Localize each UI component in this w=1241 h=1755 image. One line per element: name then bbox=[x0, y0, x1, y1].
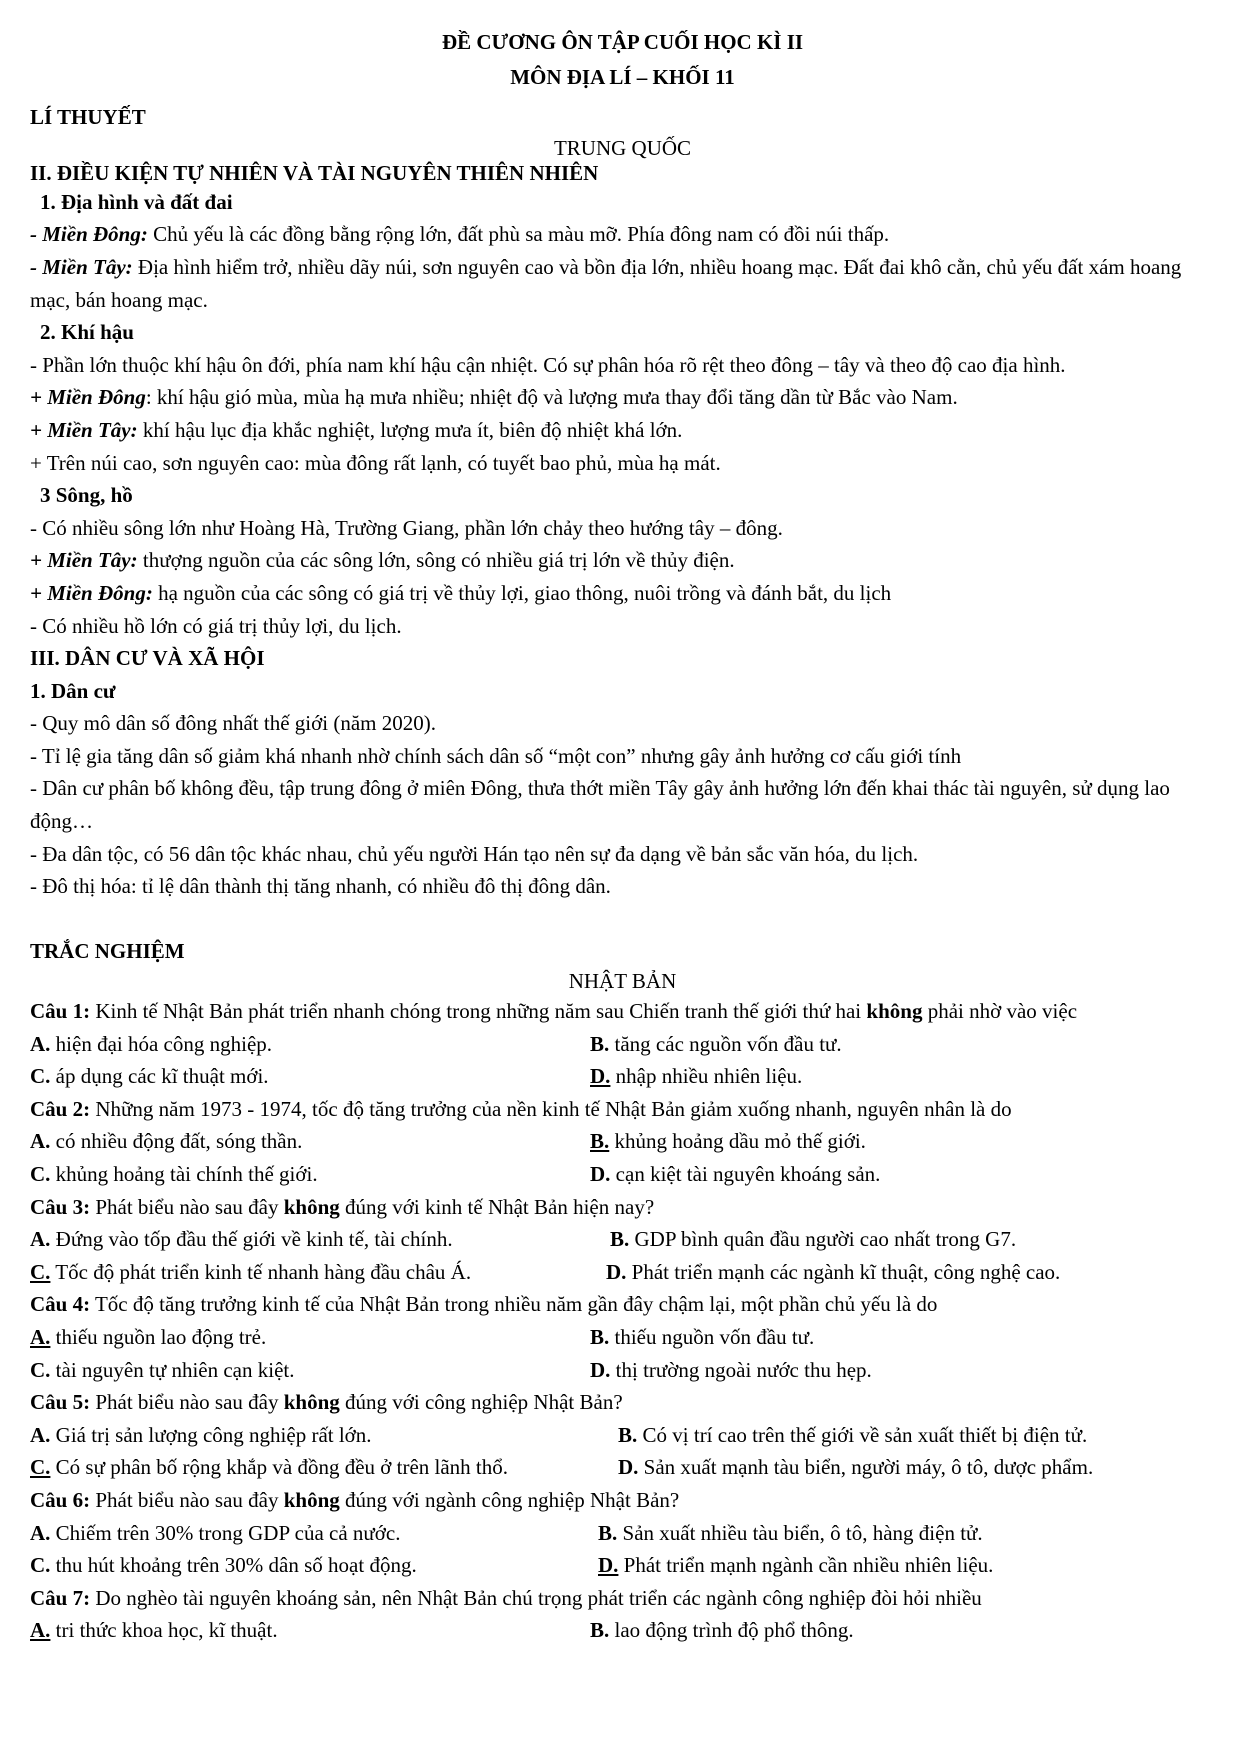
answer-text: Phát triển mạnh ngành cần nhiều nhiên liệu. bbox=[618, 1553, 994, 1578]
answer-a-correct bbox=[30, 1614, 278, 1647]
question-7 bbox=[30, 1582, 1215, 1615]
answer-text: hiện đại hóa công nghiệp. bbox=[50, 1031, 273, 1056]
answer-key: B. bbox=[590, 1618, 610, 1643]
answer-text: nhập nhiều nhiên liệu. bbox=[610, 1064, 803, 1089]
question-text: Tốc độ tăng trưởng kinh tế của Nhật Bản trong nhiều năm gần đây chậm lại, một phần chủ yếu là do bbox=[90, 1292, 938, 1317]
question-text: phải nhờ vào việc bbox=[922, 999, 1078, 1024]
answer-text: Có vị trí cao trên thế giới về sản xuất thiết bị điện tử. bbox=[637, 1422, 1088, 1447]
question-text: Những năm 1973 - 1974, tốc độ tăng trưởng của nền kinh tế Nhật Bản giảm xuống nhanh, nguyên nhân là do bbox=[90, 1096, 1012, 1121]
answer-key: A. bbox=[30, 1129, 51, 1154]
question-3 bbox=[30, 1191, 1215, 1224]
question-text: Phát biểu nào sau đây bbox=[90, 1487, 284, 1512]
paragraph bbox=[30, 381, 1215, 414]
answer-d bbox=[618, 1451, 1093, 1484]
quiz-country: NHẬT BẢN bbox=[568, 969, 677, 994]
answer-text: tài nguyên tự nhiên cạn kiệt. bbox=[50, 1357, 295, 1382]
answer-key: B. bbox=[590, 1324, 610, 1349]
answer-key: B. bbox=[598, 1520, 618, 1545]
answer-key: B. bbox=[618, 1422, 638, 1447]
question-label: Câu 3: bbox=[30, 1194, 91, 1219]
answer-text: Sản xuất mạnh tàu biển, người máy, ô tô, dược phẩm. bbox=[638, 1455, 1094, 1480]
question-label: Câu 5: bbox=[30, 1390, 91, 1415]
answer-key: A. bbox=[30, 1520, 51, 1545]
question-6 bbox=[30, 1484, 1215, 1517]
paragraph: - Tỉ lệ gia tăng dân số giảm khá nhanh nhờ chính sách dân số “một con” nhưng gây ảnh hưởng cơ cấu giới tính bbox=[30, 743, 962, 768]
answer-b bbox=[618, 1419, 1087, 1452]
paragraph-lead: + Miền Tây: bbox=[30, 548, 138, 573]
answer-key: B. bbox=[590, 1129, 610, 1154]
answer-text: tri thức khoa học, kĩ thuật. bbox=[50, 1618, 278, 1643]
question-label: Câu 7: bbox=[30, 1585, 91, 1610]
question-text: đúng với công nghiệp Nhật Bản? bbox=[339, 1390, 623, 1415]
paragraph: - Phần lớn thuộc khí hậu ôn đới, phía nam khí hậu cận nhiệt. Có sự phân hóa rõ rệt theo đông – tây và theo độ cao địa hình. bbox=[30, 352, 1066, 377]
answer-row bbox=[30, 1354, 1215, 1387]
paragraph-lead: + Miền Đông: bbox=[30, 580, 153, 605]
answer-c bbox=[30, 1060, 269, 1093]
answer-row bbox=[30, 1549, 1215, 1582]
answer-c bbox=[30, 1549, 417, 1582]
paragraph: - Dân cư phân bố không đều, tập trung đông ở miên Đông, thưa thớt miền Tây gây ảnh hưởng lớn đến khai thác tài nguyên, sử dụng lao động… bbox=[30, 776, 1170, 834]
answer-text: cạn kiệt tài nguyên khoáng sản. bbox=[610, 1162, 881, 1186]
question-emphasis: không bbox=[283, 1487, 340, 1512]
theory-heading: LÍ THUYẾT bbox=[30, 105, 146, 130]
answer-key: A. bbox=[30, 1031, 51, 1056]
answer-c-correct bbox=[30, 1256, 471, 1289]
answer-key: D. bbox=[598, 1553, 619, 1578]
answer-c bbox=[30, 1158, 318, 1191]
question-text: đúng với ngành công nghiệp Nhật Bản? bbox=[339, 1487, 680, 1512]
answer-key: C. bbox=[30, 1553, 51, 1578]
answer-text: thu hút khoảng trên 30% dân số hoạt động. bbox=[50, 1553, 417, 1578]
answer-key: D. bbox=[618, 1455, 639, 1480]
answer-key: C. bbox=[30, 1162, 51, 1186]
section-3-title: III. DÂN CƯ VÀ XÃ HỘI bbox=[30, 646, 265, 671]
answer-d bbox=[590, 1354, 872, 1387]
paragraph-lead: - Miền Đông: bbox=[30, 222, 148, 247]
paragraph-lead: - Miền Tây: bbox=[30, 254, 133, 279]
answer-text: lao động trình độ phổ thông. bbox=[609, 1618, 854, 1643]
answer-row bbox=[30, 1517, 1215, 1550]
answer-key: A. bbox=[30, 1422, 51, 1447]
answer-key: C. bbox=[30, 1357, 51, 1382]
answer-c-correct bbox=[30, 1451, 508, 1484]
paragraph-lead: + Miền Đông bbox=[30, 385, 146, 410]
answer-text: thiếu nguồn lao động trẻ. bbox=[50, 1324, 267, 1349]
answer-a-correct bbox=[30, 1321, 266, 1354]
answer-text: khủng hoảng dầu mỏ thế giới. bbox=[609, 1129, 866, 1154]
answer-key: C. bbox=[30, 1064, 51, 1089]
answer-c bbox=[30, 1354, 295, 1387]
answer-key: D. bbox=[590, 1064, 611, 1089]
answer-b bbox=[590, 1321, 814, 1354]
document-page bbox=[30, 26, 1215, 1647]
paragraph-text: thượng nguồn của các sông lớn, sông có nhiều giá trị lớn về thủy điện. bbox=[137, 548, 735, 573]
answer-text: áp dụng các kĩ thuật mới. bbox=[50, 1064, 269, 1089]
answer-text: Đứng vào tốp đầu thế giới về kinh tế, tài chính. bbox=[50, 1227, 453, 1252]
subsection-climate-title: 2. Khí hậu bbox=[40, 320, 134, 345]
answer-row bbox=[30, 1256, 1215, 1289]
answer-key: A. bbox=[30, 1618, 51, 1643]
quiz-heading: TRẮC NGHIỆM bbox=[30, 939, 185, 964]
answer-row bbox=[30, 1419, 1215, 1452]
answer-row bbox=[30, 1614, 1215, 1647]
question-label: Câu 1: bbox=[30, 999, 91, 1024]
answer-text: Chiếm trên 30% trong GDP của cả nước. bbox=[50, 1520, 401, 1545]
answer-b bbox=[590, 1614, 854, 1647]
answer-text: có nhiều động đất, sóng thần. bbox=[50, 1129, 303, 1154]
answer-key: D. bbox=[590, 1357, 611, 1382]
question-label: Câu 6: bbox=[30, 1487, 91, 1512]
theory-country: TRUNG QUỐC bbox=[553, 135, 692, 160]
paragraph: - Đô thị hóa: tỉ lệ dân thành thị tăng nhanh, có nhiều đô thị đông dân. bbox=[30, 874, 611, 899]
paragraph: - Đa dân tộc, có 56 dân tộc khác nhau, chủ yếu người Hán tạo nên sự đa dạng về bản sắc văn hóa, du lịch. bbox=[30, 841, 919, 866]
answer-d-correct bbox=[590, 1060, 802, 1093]
question-label: Câu 2: bbox=[30, 1096, 91, 1121]
question-text: Phát biểu nào sau đây bbox=[90, 1390, 284, 1415]
question-text: Kinh tế Nhật Bản phát triển nhanh chóng trong những năm sau Chiến tranh thế giới thứ hai bbox=[90, 999, 867, 1024]
paragraph bbox=[30, 414, 1215, 447]
answer-text: Có sự phân bố rộng khắp và đồng đều ở trên lãnh thổ. bbox=[50, 1455, 509, 1480]
question-5 bbox=[30, 1386, 1215, 1419]
answer-key: C. bbox=[30, 1455, 51, 1480]
question-1 bbox=[30, 995, 1215, 1028]
paragraph: + Trên núi cao, sơn nguyên cao: mùa đông rất lạnh, có tuyết bao phủ, mùa hạ mát. bbox=[30, 450, 721, 475]
answer-row bbox=[30, 1125, 1215, 1158]
subsection-terrain-title: 1. Địa hình và đất đai bbox=[40, 189, 233, 214]
answer-key: B. bbox=[610, 1227, 630, 1252]
answer-a bbox=[30, 1028, 272, 1061]
paragraph-text: khí hậu lục địa khắc nghiệt, lượng mưa ít, biên độ nhiệt khá lớn. bbox=[137, 417, 683, 442]
paragraph: - Có nhiều sông lớn như Hoàng Hà, Trường Giang, phần lớn chảy theo hướng tây – đông. bbox=[30, 515, 783, 540]
paragraph-text: hạ nguồn của các sông có giá trị về thủy lợi, giao thông, nuôi trồng và đánh bắt, du lịch bbox=[152, 580, 892, 605]
answer-key: D. bbox=[590, 1162, 611, 1186]
subsection-population-title: 1. Dân cư bbox=[30, 678, 116, 703]
paragraph bbox=[30, 544, 1215, 577]
paragraph bbox=[30, 218, 1215, 251]
answer-key: B. bbox=[590, 1031, 610, 1056]
question-text: Do nghèo tài nguyên khoáng sản, nên Nhật Bản chú trọng phát triển các ngành công nghiệp đòi hỏi nhiều bbox=[90, 1585, 982, 1610]
answer-a bbox=[30, 1125, 302, 1158]
paragraph-text: : khí hậu gió mùa, mùa hạ mưa nhiều; nhiệt độ và lượng mưa thay đổi tăng dần từ Bắc vào Nam. bbox=[145, 385, 958, 410]
answer-row bbox=[30, 1321, 1215, 1354]
subsection-rivers-title: 3 Sông, hồ bbox=[40, 483, 133, 508]
question-emphasis: không bbox=[866, 999, 923, 1024]
answer-a bbox=[30, 1419, 372, 1452]
document-subtitle: MÔN ĐỊA LÍ – KHỐI 11 bbox=[510, 64, 735, 89]
answer-text: Tốc độ phát triển kinh tế nhanh hàng đầu châu Á. bbox=[50, 1259, 472, 1284]
answer-row bbox=[30, 1060, 1215, 1093]
answer-d bbox=[590, 1158, 880, 1191]
section-2-title: II. ĐIỀU KIỆN TỰ NHIÊN VÀ TÀI NGUYÊN THIÊN NHIÊN bbox=[30, 160, 599, 185]
answer-b bbox=[610, 1223, 1016, 1256]
answer-row bbox=[30, 1223, 1215, 1256]
question-label: Câu 4: bbox=[30, 1292, 91, 1317]
question-emphasis: không bbox=[283, 1390, 340, 1415]
answer-b-correct bbox=[590, 1125, 866, 1158]
paragraph: - Có nhiều hồ lớn có giá trị thủy lợi, du lịch. bbox=[30, 613, 402, 638]
answer-text: Sản xuất nhiều tàu biển, ô tô, hàng điện tử. bbox=[617, 1520, 983, 1545]
question-2 bbox=[30, 1093, 1215, 1126]
answer-row bbox=[30, 1158, 1215, 1191]
answer-key: D. bbox=[606, 1259, 627, 1284]
answer-d bbox=[606, 1256, 1060, 1289]
paragraph bbox=[30, 251, 1215, 316]
document-title: ĐỀ CƯƠNG ÔN TẬP CUỐI HỌC KÌ II bbox=[441, 30, 804, 54]
answer-row bbox=[30, 1028, 1215, 1061]
question-4 bbox=[30, 1288, 1215, 1321]
question-text: đúng với kinh tế Nhật Bản hiện nay? bbox=[339, 1194, 655, 1219]
answer-text: tăng các nguồn vốn đầu tư. bbox=[609, 1031, 842, 1056]
answer-b bbox=[598, 1517, 983, 1550]
paragraph: - Quy mô dân số đông nhất thế giới (năm 2020). bbox=[30, 711, 436, 736]
answer-text: khủng hoảng tài chính thế giới. bbox=[50, 1162, 318, 1186]
answer-d-correct bbox=[598, 1549, 993, 1582]
answer-text: Phát triển mạnh các ngành kĩ thuật, công nghệ cao. bbox=[626, 1259, 1061, 1284]
question-text: Phát biểu nào sau đây bbox=[90, 1194, 284, 1219]
answer-b bbox=[590, 1028, 842, 1061]
paragraph-text: Địa hình hiểm trở, nhiều dãy núi, sơn nguyên cao và bồn địa lớn, nhiều hoang mạc. Đất đai khô cằn, chủ yếu đất xám hoang mạc, bán hoang mạc. bbox=[30, 254, 1182, 312]
paragraph-lead: + Miền Tây: bbox=[30, 417, 138, 442]
answer-row bbox=[30, 1451, 1215, 1484]
question-emphasis: không bbox=[283, 1194, 340, 1219]
answer-key: C. bbox=[30, 1259, 51, 1284]
paragraph bbox=[30, 577, 1215, 610]
answer-a bbox=[30, 1517, 400, 1550]
answer-text: Giá trị sản lượng công nghiệp rất lớn. bbox=[50, 1422, 372, 1447]
answer-text: thiếu nguồn vốn đầu tư. bbox=[609, 1324, 815, 1349]
answer-text: thị trường ngoài nước thu hẹp. bbox=[610, 1357, 872, 1382]
answer-text: GDP bình quân đầu người cao nhất trong G7. bbox=[629, 1227, 1017, 1252]
answer-key: A. bbox=[30, 1227, 51, 1252]
answer-key: A. bbox=[30, 1324, 51, 1349]
answer-a bbox=[30, 1223, 453, 1256]
paragraph-text: Chủ yếu là các đồng bằng rộng lớn, đất phù sa màu mỡ. Phía đông nam có đồi núi thấp. bbox=[147, 222, 890, 247]
